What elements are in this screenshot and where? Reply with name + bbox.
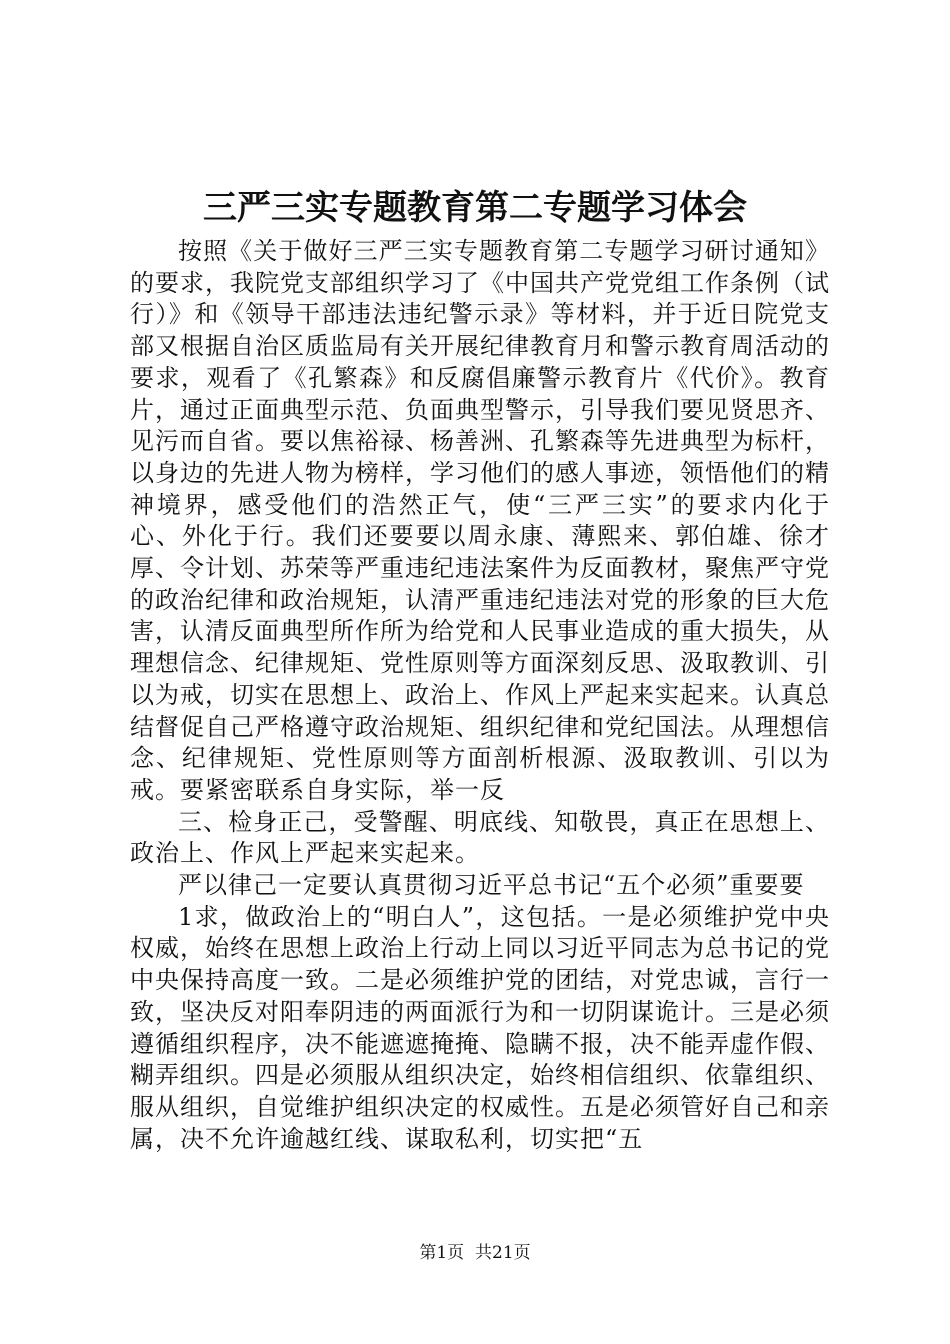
paragraph: 三、检身正己，受警醒、明底线、知敬畏，真正在思想上、政治上、作风上严起来实起来。 [130,807,830,868]
paragraph: 严以律己一定要认真贯彻习近平总书记“五个必须”重要要 [178,871,805,900]
page-total: 共21页 [475,1243,531,1263]
paragraph: 按照《关于做好三严三实专题教育第二专题学习研讨通知》的要求，我院党支部组织学习了《中国共产党党组工作条例（试行）》和《领导干部违法违纪警示录》等材料，并于近日院党支部又根据自治区质监局有关开展纪律教育月和警示教育周活动的要求，观看了《孔繁森》和反腐倡廉警示教育片《代价》。教育片，通过正面典型示范、负面典型警示，引导我们要见贤思齐、见污而自省。要以焦裕禄、杨善洲、孔繁森等先进典型为标杆，以身边的先进人物为榜样，学习他们的感人事迹，领悟他们的精神境界，感受他们的浩然正气，使“三严三实”的要求内化于心、外化于行。我们还要要以周永康、薄熙来、郭伯雄、徐才厚、令计划、苏荣等严重违纪违法案件为反面教材，聚焦严守党的政治纪律和政治规矩，认清严重违纪违法对党的形象的巨大危害，认清反面典型所作所为给党和人民事业造成的重大损失，从理想信念、纪律规矩、党性原则等方面深刻反思、汲取教训、引以为戒，切实在思想上、政治上、作风上严起来实起来。认真总结督促自己严格遵守政治规矩、组织纪律和党纪国法。从理想信念、纪律规矩、党性原则等方面剖析根源、汲取教训、引以为戒。要紧密联系自身实际，举一反 [130,237,830,804]
paragraph: 1求，做政治上的“明白人”，这包括。一是必须维护党中央权威，始终在思想上政治上行动上同以习近平同志为总书记的党中央保持高度一致。二是必须维护党的团结，对党忠诚，言行一致，坚决反对阳奉阴违的两面派行为和一切阴谋诡计。三是必须遵循组织程序，决不能遮遮掩掩、隐瞒不报，决不能弄虚作假、糊弄组织。四是必须服从组织决定，始终相信组织、依靠组织、服从组织，自觉维护组织决定的权威性。五是必须管好自己和亲属，决不允许逾越红线、谋取私利，切实把“五 [130,902,830,1153]
document-title: 三严三实专题教育第二专题学习体会 [203,188,747,228]
page-footer [0,1240,950,1266]
document-body [130,236,830,1155]
footer-gap [464,1243,475,1263]
page-number: 第1页 [419,1243,465,1263]
